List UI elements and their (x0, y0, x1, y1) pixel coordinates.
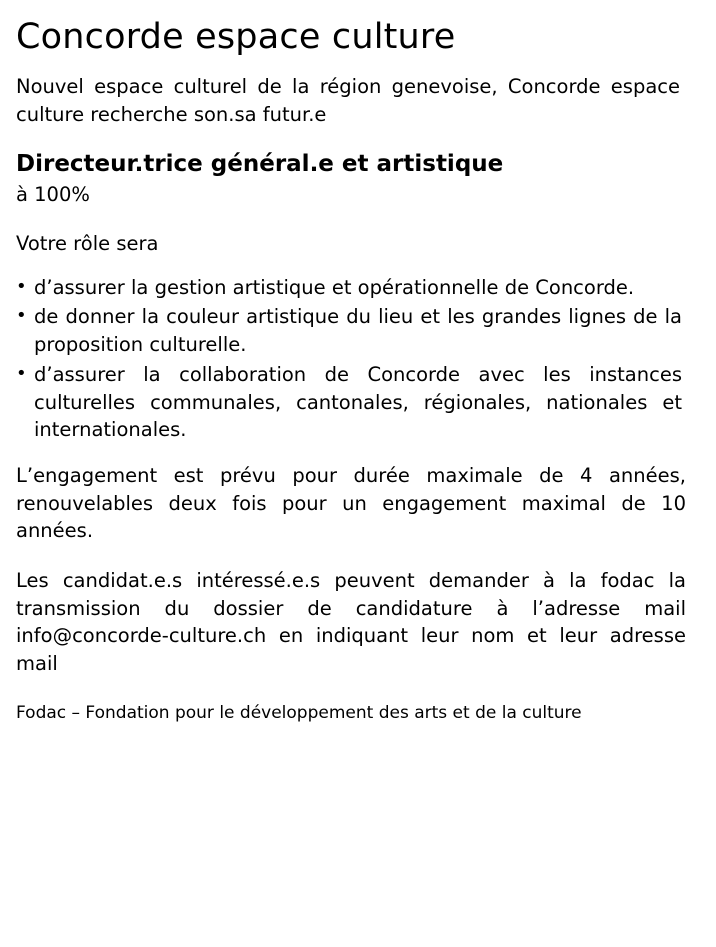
footer-note: Fodac – Fondation pour le développement des arts et de la culture (16, 702, 582, 723)
list-item (16, 303, 692, 358)
list-item-text: • d’assurer la gestion artistique et opérationnelle de Concorde. (34, 275, 635, 299)
intro-paragraph: Nouvel espace culturel de la région genevoise, Concorde espace culture recherche son.sa futur.e (16, 75, 680, 126)
role-heading: Directeur.trice général.e et artistique (16, 150, 504, 177)
list-item (16, 361, 692, 444)
page-title: Concorde espace culture (16, 17, 456, 57)
application-paragraph: Les candidat.e.s intéressé.e.s peuvent demander à la fodac la transmission du dossier de candidature à l’adresse mail info@concorde-culture.ch en indiquant leur nom et leur adresse mail (16, 568, 686, 676)
list-item-text: • d’assurer la collaboration de Concorde avec les instances culturelles communales, cantonales, régionales, nationales et internationales. (34, 362, 682, 442)
list-item-text: • de donner la couleur artistique du lieu et les grandes lignes de la proposition culturelle. (34, 305, 682, 357)
list-item (16, 274, 692, 302)
engagement-paragraph: L’engagement est prévu pour durée maximale de 4 années, renouvelables deux fois pour un engagement maximal de 10 années. (16, 463, 686, 543)
duties-list (16, 274, 692, 444)
role-rate: à 100% (16, 183, 90, 207)
duties-lead: Votre rôle sera (16, 232, 159, 256)
